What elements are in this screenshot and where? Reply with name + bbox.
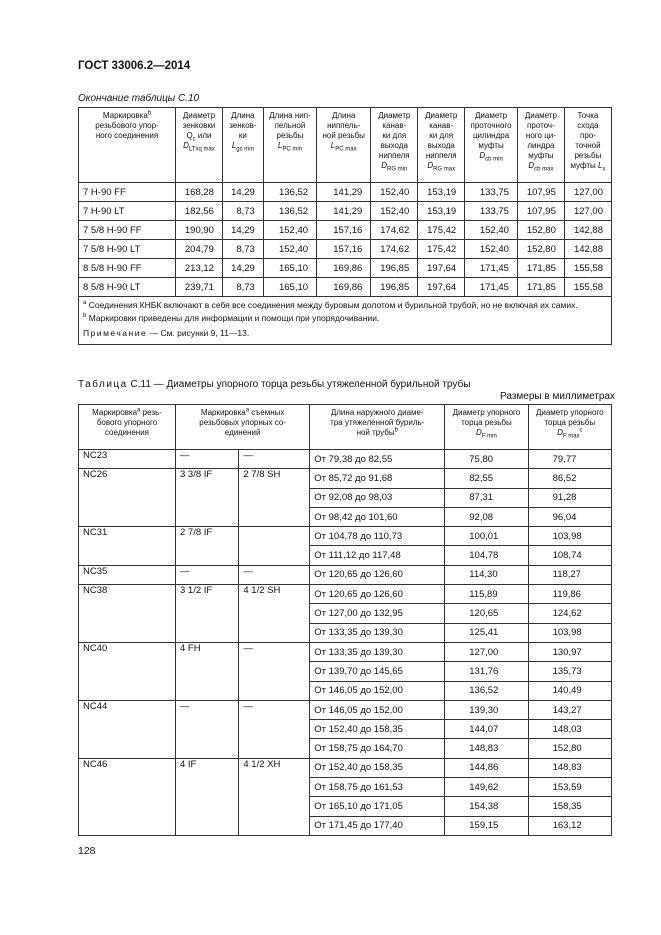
row-removable-marking: — — [239, 700, 310, 758]
table-row — [79, 240, 612, 259]
table-c11 — [78, 404, 612, 836]
cell-value: 152,80 — [528, 739, 611, 758]
cell-value: 115,89 — [445, 585, 528, 604]
cell-od-range: От 111,12 до 117,48 — [310, 546, 445, 565]
t1-col-counterbore-len: Длина зенков- ки $L_{gc min}$ — [222, 108, 263, 183]
cell-value: 87,31 — [445, 488, 528, 507]
cell-value: 197,64 — [418, 278, 465, 297]
cell-value: 96,04 — [528, 507, 611, 526]
cell-value: 144,86 — [445, 758, 528, 777]
cell-value: 127,00 — [564, 202, 611, 221]
cell-value: 182,56 — [176, 202, 223, 221]
row-removable-marking: 4 1/2 XH — [239, 758, 310, 835]
cell-value: 174,62 — [371, 240, 418, 259]
cell-value: 171,85 — [517, 278, 564, 297]
cell-od-range: От 79,38 до 82,55 — [310, 450, 445, 469]
cell-value: 148,83 — [528, 758, 611, 777]
table-row — [79, 259, 612, 278]
cell-value: 8,73 — [222, 202, 263, 221]
cell-value: 133,75 — [465, 183, 518, 202]
cell-value: 107,95 — [517, 183, 564, 202]
row-marking: 8 5/8 H-90 LT — [79, 278, 176, 297]
cell-value: 124,62 — [528, 604, 611, 623]
cell-value: 157,16 — [317, 221, 371, 240]
cell-value: 140,49 — [528, 681, 611, 700]
table-row — [79, 183, 612, 202]
table1-notes-row — [79, 297, 612, 345]
table-row — [79, 585, 612, 604]
cell-value: 82,55 — [445, 469, 528, 488]
cell-value: 171,45 — [465, 278, 518, 297]
cell-od-range: От 120,65 до 126,60 — [310, 585, 445, 604]
t1-col-groove-min: Диаметр канав- ки для выхода ниппеля $D_{RG min}$ — [371, 108, 418, 183]
cell-value: 152,40 — [371, 202, 418, 221]
cell-value: 159,15 — [445, 816, 528, 835]
cell-value: 141,29 — [317, 202, 371, 221]
cell-value: 120,65 — [445, 604, 528, 623]
row-marking: NC40 — [79, 642, 176, 700]
cell-value: 118,27 — [528, 565, 611, 584]
cell-value: 196,85 — [371, 259, 418, 278]
row-removable-marking: 4 IF — [176, 758, 239, 835]
row-removable-marking: — — [239, 565, 310, 584]
remark-label: Примечание — [83, 328, 148, 338]
table-row — [79, 221, 612, 240]
cell-value: 125,41 — [445, 623, 528, 642]
cell-value: 152,40 — [465, 221, 518, 240]
document-standard-title: ГОСТ 33006.2—2014 — [78, 60, 191, 72]
cell-value: 213,12 — [176, 259, 223, 278]
cell-value: 86,52 — [528, 469, 611, 488]
cell-od-range: От 158,75 до 161,53 — [310, 778, 445, 797]
table-row — [79, 700, 612, 719]
t1-col-counterbore-dia: Диаметр зенковки $Q_c$ или $D_{LTxq max}$ — [176, 108, 223, 183]
table2-caption-text: С.11 — Диаметры упорного торца резьбы утяжеленной бурильной трубы — [130, 379, 471, 390]
cell-value: 119,86 — [528, 585, 611, 604]
table-row — [79, 565, 612, 584]
cell-value: 196,85 — [371, 278, 418, 297]
t2-col-face-max: Диаметр упорного торца резьбы $D_{F max}^c$ — [528, 405, 611, 450]
cell-value: 152,80 — [517, 221, 564, 240]
cell-value: 169,86 — [317, 278, 371, 297]
cell-value: 142,88 — [564, 221, 611, 240]
cell-value: 168,28 — [176, 183, 223, 202]
page-number: 128 — [78, 845, 96, 857]
row-marking: 7 H-90 LT — [79, 202, 176, 221]
cell-value: 152,40 — [465, 240, 518, 259]
cell-value: 153,19 — [418, 202, 465, 221]
cell-value: 114,30 — [445, 565, 528, 584]
cell-od-range: От 120,65 до 126,60 — [310, 565, 445, 584]
cell-value: 153,59 — [528, 778, 611, 797]
cell-value: 155,58 — [564, 278, 611, 297]
table-row — [79, 758, 612, 777]
cell-value: 153,19 — [418, 183, 465, 202]
t1-col-vanish-point: Точка схода про- точной резьбы муфты $L_x$ — [564, 108, 611, 183]
cell-value: 79,77 — [528, 450, 611, 469]
cell-value: 139,30 — [445, 700, 528, 719]
row-marking: 7 5/8 H-90 LT — [79, 240, 176, 259]
cell-value: 107,95 — [517, 202, 564, 221]
cell-value: 148,03 — [528, 720, 611, 739]
cell-od-range: От 92,08 до 98,03 — [310, 488, 445, 507]
t1-col-groove-max: Диаметр канав- ки для выхода ниппеля $D_{RG max}$ — [418, 108, 465, 183]
cell-value: 131,76 — [445, 662, 528, 681]
cell-value: 92,08 — [445, 507, 528, 526]
table2-header-row — [79, 405, 612, 450]
cell-value: 75,80 — [445, 450, 528, 469]
row-removable-marking: 2 7/8 IF — [176, 527, 239, 566]
cell-value: 165,10 — [263, 278, 316, 297]
row-removable-marking: — — [176, 450, 239, 469]
cell-value: 239,71 — [176, 278, 223, 297]
table1-notes — [79, 297, 612, 345]
cell-value: 190,90 — [176, 221, 223, 240]
row-marking: 7 5/8 H-90 FF — [79, 221, 176, 240]
table-row — [79, 450, 612, 469]
row-removable-marking: 3 1/2 IF — [176, 585, 239, 643]
cell-value: 154,38 — [445, 797, 528, 816]
cell-value: 204,79 — [176, 240, 223, 259]
row-marking: NC46 — [79, 758, 176, 835]
table-row — [79, 202, 612, 221]
cell-value: 8,73 — [222, 278, 263, 297]
cell-od-range: От 165,10 до 171,05 — [310, 797, 445, 816]
cell-od-range: От 146,05 до 152,00 — [310, 681, 445, 700]
cell-value: 152,40 — [263, 221, 316, 240]
row-removable-marking: 2 7/8 SH — [239, 469, 310, 527]
table2-caption — [78, 379, 470, 390]
cell-value: 174,62 — [371, 221, 418, 240]
cell-value: 157,16 — [317, 240, 371, 259]
cell-value: 130,97 — [528, 642, 611, 661]
t2-col-marking: Маркировка$^a$ резь- бового упорного соединения — [79, 405, 176, 450]
cell-value: 143,27 — [528, 700, 611, 719]
table2-units: Размеры в миллиметрах — [500, 391, 615, 402]
cell-value: 103,98 — [528, 623, 611, 642]
cell-value: 14,29 — [222, 221, 263, 240]
cell-od-range: От 98,42 до 101,60 — [310, 507, 445, 526]
t1-col-pin-len-max: Длина ниппель- ной резьбы $L_{PC max}$ — [317, 108, 371, 183]
cell-value: 103,98 — [528, 527, 611, 546]
footnote-b: $^b$ Маркировки приведены для информации и помощи при упорядочивании. — [83, 313, 380, 323]
cell-od-range: От 85,72 до 91,68 — [310, 469, 445, 488]
cell-od-range: От 104,78 до 110,73 — [310, 527, 445, 546]
t1-col-bore-min: Диаметр проточного цилиндра муфты $D_{cb min}$ — [465, 108, 518, 183]
row-marking: NC38 — [79, 585, 176, 643]
cell-value: 100,01 — [445, 527, 528, 546]
cell-value: 171,45 — [465, 259, 518, 278]
row-marking: NC23 — [79, 450, 176, 469]
cell-value: 158,35 — [528, 797, 611, 816]
footnote-a: $^a$ Соединения КНБК включают в себя все соединения между буровым долотом и бурильной трубой, но не включая их самих. — [83, 300, 578, 310]
cell-value: 142,88 — [564, 240, 611, 259]
cell-value: 127,00 — [564, 183, 611, 202]
row-removable-marking — [239, 527, 310, 566]
remark — [83, 328, 607, 339]
row-marking: NC35 — [79, 565, 176, 584]
table1-header-row — [79, 108, 612, 183]
row-marking: 8 5/8 H-90 FF — [79, 259, 176, 278]
cell-value: 175,42 — [418, 221, 465, 240]
cell-value: 163,12 — [528, 816, 611, 835]
cell-od-range: От 158,75 до 164,70 — [310, 739, 445, 758]
table-row — [79, 469, 612, 488]
cell-value: 155,58 — [564, 259, 611, 278]
table1-caption: Окончание таблицы С.10 — [78, 93, 200, 104]
footnote-b-text: Маркировки приведены для информации и помощи при упорядочивании. — [88, 313, 380, 323]
cell-value: 149,62 — [445, 778, 528, 797]
row-removable-marking: — — [176, 700, 239, 758]
cell-value: 144,07 — [445, 720, 528, 739]
t1-col-marking: Маркировка$^b$ резьбового упор- ного соединения — [79, 108, 176, 183]
row-marking: NC44 — [79, 700, 176, 758]
cell-od-range: От 133,35 до 139,30 — [310, 623, 445, 642]
cell-value: 197,64 — [418, 259, 465, 278]
cell-value: 14,29 — [222, 183, 263, 202]
cell-value: 108,74 — [528, 546, 611, 565]
row-removable-marking: — — [239, 450, 310, 469]
cell-value: 165,10 — [263, 259, 316, 278]
row-removable-marking: — — [176, 565, 239, 584]
cell-value: 141,29 — [317, 183, 371, 202]
table-row — [79, 278, 612, 297]
row-marking: NC26 — [79, 469, 176, 527]
cell-od-range: От 133,35 до 139,30 — [310, 642, 445, 661]
cell-value: 152,40 — [371, 183, 418, 202]
cell-value: 148,83 — [445, 739, 528, 758]
row-marking: NC31 — [79, 527, 176, 566]
cell-value: 136,52 — [445, 681, 528, 700]
cell-value: 127,00 — [445, 642, 528, 661]
row-removable-marking: 4 1/2 SH — [239, 585, 310, 643]
t2-col-removable: Маркировка$^a$ съемных резьбовых упорных со- единений — [176, 405, 310, 450]
t1-col-bore-max: Диаметр проточ- ного ци- линдра муфты $D_{cb max}$ — [517, 108, 564, 183]
footnote-a-text: Соединения КНБК включают в себя все соединения между буровым долотом и бурильной трубой, но не включая их самих. — [88, 300, 578, 310]
t2-col-od-length: Длина наружного диаме- тра утяжеленной буриль- ной трубы$^b$ — [310, 405, 445, 450]
cell-value: 133,75 — [465, 202, 518, 221]
cell-value: 135,73 — [528, 662, 611, 681]
remark-text: — См. рисунки 9, 11—13. — [149, 328, 250, 338]
row-removable-marking: 4 FH — [176, 642, 239, 700]
cell-value: 104,78 — [445, 546, 528, 565]
table-row — [79, 527, 612, 546]
cell-value: 136,52 — [263, 202, 316, 221]
cell-value: 8,73 — [222, 240, 263, 259]
cell-value: 14,29 — [222, 259, 263, 278]
cell-value: 136,52 — [263, 183, 316, 202]
table-c10-end — [78, 107, 612, 345]
cell-value: 152,40 — [263, 240, 316, 259]
table-row — [79, 642, 612, 661]
cell-od-range: От 146,05 до 152,00 — [310, 700, 445, 719]
t2-col-face-min: Диаметр упорного торца резьбы $D_{F min}$ — [445, 405, 528, 450]
row-removable-marking: — — [239, 642, 310, 700]
cell-od-range: От 171,45 до 177,40 — [310, 816, 445, 835]
cell-value: 91,28 — [528, 488, 611, 507]
cell-od-range: От 152,40 до 158,35 — [310, 758, 445, 777]
cell-od-range: От 139,70 до 145,65 — [310, 662, 445, 681]
cell-od-range: От 152,40 до 158,35 — [310, 720, 445, 739]
t1-col-pin-len-min: Длина нип- пельной резьбы $L_{PC min}$ — [263, 108, 316, 183]
cell-value: 175,42 — [418, 240, 465, 259]
row-marking: 7 H-90 FF — [79, 183, 176, 202]
cell-value: 171,85 — [517, 259, 564, 278]
cell-value: 169,86 — [317, 259, 371, 278]
cell-value: 152,80 — [517, 240, 564, 259]
row-removable-marking: 3 3/8 IF — [176, 469, 239, 527]
cell-od-range: От 127,00 до 132,95 — [310, 604, 445, 623]
table2-caption-label: Таблица — [78, 379, 128, 390]
